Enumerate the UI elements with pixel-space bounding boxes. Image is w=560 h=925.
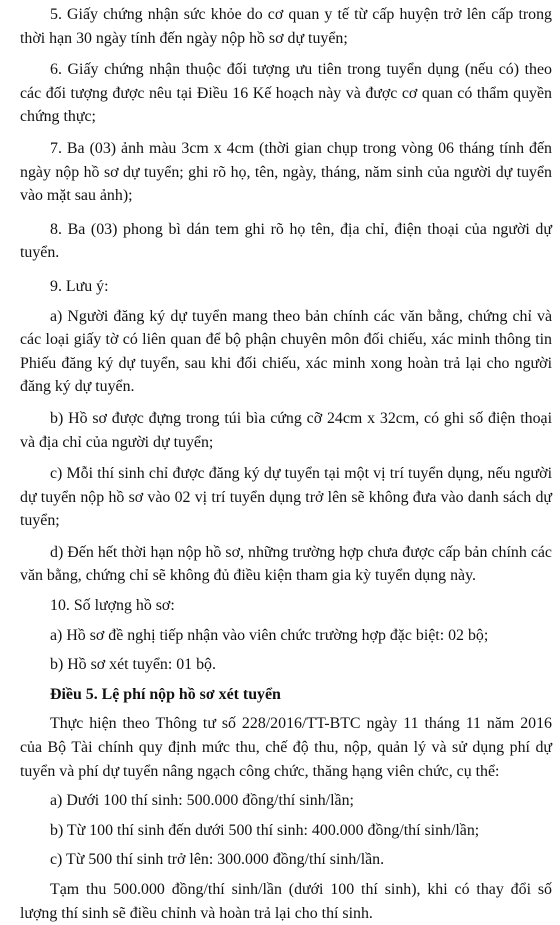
note-b-folder: b) Hồ sơ được đựng trong túi bìa cứng cỡ 24cm x 32cm, có ghi số điện thoại và địa chỉ của người dự tuyển; — [20, 409, 552, 451]
article-5-heading: Điều 5. Lệ phí nộp hồ sơ xét tuyển — [50, 685, 281, 703]
count-a-special-case: a) Hồ sơ đề nghị tiếp nhận vào viên chức trường hợp đặc biệt: 02 bộ; — [50, 626, 489, 644]
item-10-dossier-count-title: 10. Số lượng hồ sơ: — [50, 597, 175, 615]
item-6-priority-certificate: 6. Giấy chứng nhận thuộc đối tượng ưu tiên trong tuyển dụng (nếu có) theo các đối tượng được nêu tại Điều 16 Kế hoạch này và được cơ quan có thẩm quyền chứng thực; — [20, 61, 552, 126]
fee-c: c) Từ 500 thí sinh trở lên: 300.000 đồng/thí sinh/lần. — [50, 851, 385, 869]
note-c-single-position: c) Mỗi thí sinh chỉ được đăng ký dự tuyển tại một vị trí tuyển dụng, nếu người dự tuyển nộp hồ sơ vào 02 vị trí tuyển dụng trở lên sẽ không đưa vào danh sách dự tuyển; — [20, 465, 552, 530]
note-a-original-documents: a) Người đăng ký dự tuyển mang theo bản chính các văn bằng, chứng chỉ và các loại giấy tờ có liên quan để bộ phận chuyên môn đối chiếu, xác minh thông tin Phiếu đăng ký dự tuyển, sau khi đối chiếu, xác minh xong hoàn trả lại cho người đăng ký dự tuyển. — [20, 307, 552, 396]
count-b-selection: b) Hồ sơ xét tuyển: 01 bộ. — [50, 656, 216, 674]
item-7-photos: 7. Ba (03) ảnh màu 3cm x 4cm (thời gian chụp trong vòng 06 tháng tính đến ngày nộp hồ sơ dự tuyển; ghi rõ họ, tên, ngày, tháng, năm sinh của người dự tuyển vào mặt sau ảnh); — [20, 139, 552, 205]
note-d-deadline: d) Đến hết thời hạn nộp hồ sơ, những trường hợp chưa được cấp bản chính các văn bằng, chứng chỉ sẽ không đủ điều kiện tham gia kỳ tuyển dụng này. — [20, 543, 552, 585]
fee-b: b) Từ 100 thí sinh đến dưới 500 thí sinh: 400.000 đồng/thí sinh/lần; — [50, 821, 480, 839]
article-5-intro: Thực hiện theo Thông tư số 228/2016/TT-BTC ngày 11 tháng 11 năm 2016 của Bộ Tài chính quy định mức thu, chế độ thu, nộp, quản lý và sử dụng phí dự tuyển và phí dự tuyển nâng ngạch công chức, thăng hạng viên chức, cụ thể: — [20, 715, 552, 780]
item-8-envelopes: 8. Ba (03) phong bì dán tem ghi rõ họ tên, địa chỉ, điện thoại của người dự tuyển. — [20, 220, 552, 262]
fee-a: a) Dưới 100 thí sinh: 500.000 đồng/thí sinh/lần; — [50, 792, 354, 810]
item-9-note-title: 9. Lưu ý: — [50, 277, 109, 295]
fee-closing-note: Tạm thu 500.000 đồng/thí sinh/lần (dưới 100 thí sinh), khi có thay đổi số lượng thí sinh sẽ điều chỉnh và hoàn trả lại cho thí sinh. — [20, 881, 552, 922]
item-5-health-certificate: 5. Giấy chứng nhận sức khỏe do cơ quan y tế từ cấp huyện trở lên cấp trong thời hạn 30 ngày tính đến ngày nộp hồ sơ dự tuyển; — [20, 6, 552, 47]
